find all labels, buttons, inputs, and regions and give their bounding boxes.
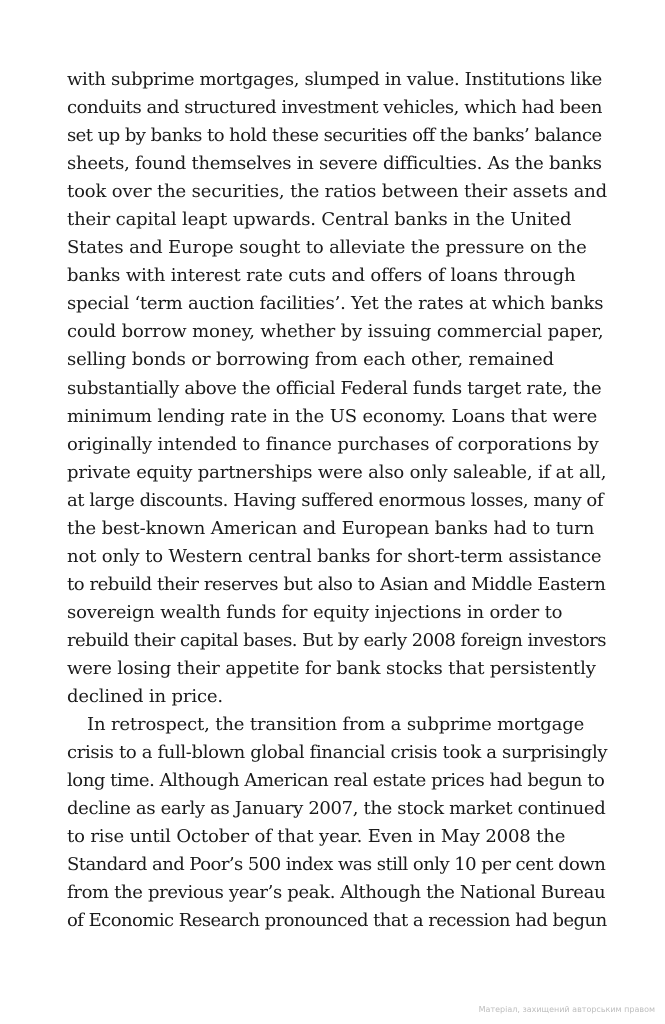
text-line: took over the securities, the ratios between their assets and [67, 181, 608, 203]
text-line: minimum lending rate in the US economy. Loans that were [67, 405, 598, 427]
text-line: special ‘term auction facilities’. Yet the rates at which banks [67, 293, 604, 315]
text-line: not only to Western central banks for short-term assistance [67, 545, 602, 567]
text-line: conduits and structured investment vehicles, which had been [67, 97, 603, 119]
text-line: were losing their appetite for bank stocks that persistently [67, 657, 596, 679]
text-line: their capital leapt upwards. Central banks in the United [67, 209, 572, 231]
text-line: rebuild their capital bases. But by early 2008 foreign investors [67, 629, 606, 651]
text-line: the best-known American and European banks had to turn [67, 517, 595, 539]
text-line: sheets, found themselves in severe difficulties. As the banks [67, 153, 602, 175]
text-line: States and Europe sought to alleviate the pressure on the [67, 237, 587, 259]
text-line: Standard and Poor’s 500 index was still only 10 per cent down [67, 854, 606, 876]
text-line: private equity partnerships were also only saleable, if at all, [67, 461, 607, 483]
text-line: decline as early as January 2007, the stock market continued [67, 798, 606, 820]
text-line: selling bonds or borrowing from each other, remained [67, 349, 554, 371]
text-line: of Economic Research pronounced that a recession had begun [67, 910, 607, 932]
text-line: crisis to a full-blown global financial crisis took a surprisingly [67, 742, 608, 764]
text-line: sovereign wealth funds for equity injections in order to [67, 601, 563, 623]
text-line: banks with interest rate cuts and offers of loans through [67, 265, 576, 287]
text-line: at large discounts. Having suffered enormous losses, many of [67, 489, 604, 511]
copyright-watermark: Матеріал, захищений авторським правом [478, 1005, 655, 1014]
text-line: set up by banks to hold these securities off the banks’ balance [67, 125, 602, 147]
text-line: substantially above the official Federal funds target rate, the [67, 377, 602, 399]
text-line: with subprime mortgages, slumped in value. Institutions like [67, 69, 602, 90]
paragraph-start-line: In retrospect, the transition from a subprime mortgage [87, 714, 585, 736]
text-line: to rise until October of that year. Even in May 2008 the [67, 826, 566, 848]
body-text [67, 66, 607, 935]
text-line: declined in price. [67, 686, 223, 708]
text-line: could borrow money, whether by issuing commercial paper, [67, 321, 604, 343]
text-line: originally intended to finance purchases of corporations by [67, 433, 599, 455]
text-line: to rebuild their reserves but also to Asian and Middle Eastern [67, 573, 606, 595]
text-line: long time. Although American real estate prices had begun to [67, 770, 605, 792]
text-line: from the previous year’s peak. Although the National Bureau [67, 882, 606, 904]
